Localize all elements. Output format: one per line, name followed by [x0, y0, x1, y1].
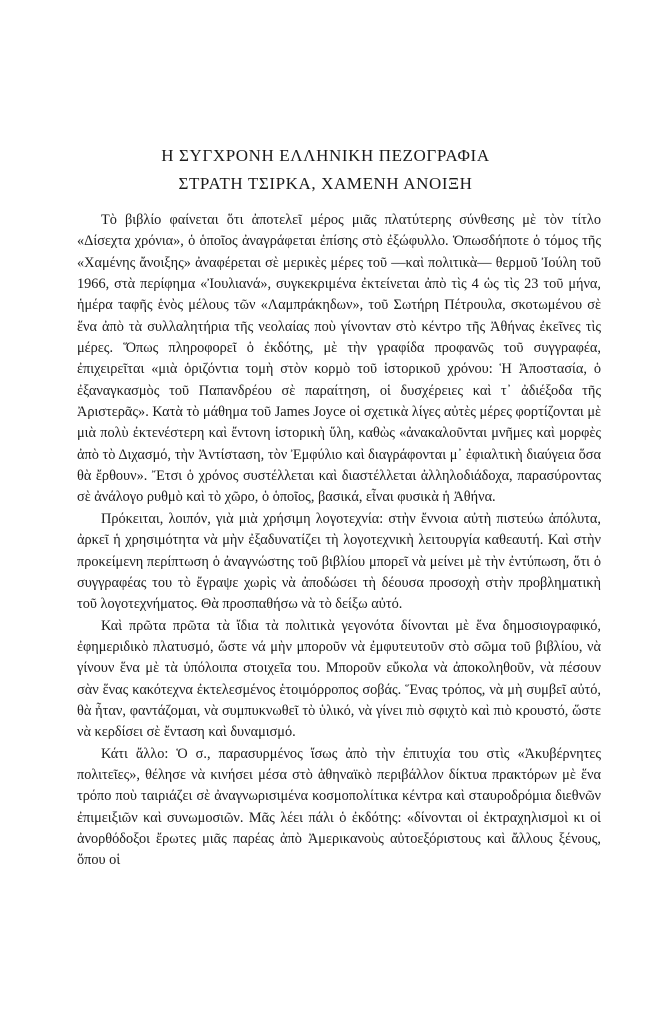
article-heading: [0, 142, 651, 198]
paragraph-3: Καὶ πρῶτα πρῶτα τὰ ἴδια τὰ πολιτικὰ γεγονότα δίνονται μὲ ἕνα δημοσιογραφικό, ἐφημεριδικὸ πλατυσμό, ὥστε νά μὴν μποροῦν νὰ ἐμφυτευτοῦν στὸ σῶμα τοῦ βιβλίου, νὰ γίνουν ἕνα μὲ τὰ ὑπόλοιπα στοιχεῖα του. Μποροῦν εὔκολα νὰ ἀποκοληθοῦν, νὰ πέσουν σὰν ἕνας κακότεχνα ἐκτελεσμένος ἑτοιμόρροπος σοβάς. Ἕνας τρόπος, νὰ μὴ συμβεῖ αὐτό, θὰ ἦταν, φαντάζομαι, νὰ συμπυκνωθεῖ τὸ ὑλικό, νὰ γίνει πιὸ σφιχτὸ καὶ πιὸ κρουστό, ὥστε νὰ κερδίσει σὲ ἔνταση καὶ δυναμισμό.: [77, 617, 601, 741]
paragraph-4: Κάτι ἄλλο: Ὁ σ., παρασυρμένος ἴσως ἀπὸ τὴν ἐπιτυχία του στὶς «Ἀκυβέρνητες πολιτεῖες», θέλησε νὰ κινήσει μέσα στὸ ἀθηναϊκὸ περιβάλλον δίκτυα πρακτόρων μὲ ἕνα τρόπο ποὺ ταιριάζει σὲ ἀναγνωρισιμένα κοσμοπολίτικα κέντρα καὶ σταυροδρόμια διεθνῶν ἐπιμειξιῶν καὶ συνωμοσιῶν. Μᾶς λέει πάλι ὁ ἐκδότης: «δίνονται οἱ ἐκτραχηλισμοὶ κι οἱ ἀνορθόδοξοι ἔρωτες μιᾶς παρέας ἀπὸ Ἀμερικανοὺς αὐτοεξόριστους καὶ ἄλλους ξένους, ὅπου οἱ: [77, 745, 601, 869]
heading-line-2: ΣΤΡΑΤΗ ΤΣΙΡΚΑ, ΧΑΜΕΝΗ ΑΝΟΙΞΗ: [178, 174, 473, 193]
heading-line-1: Η ΣΥΓΧΡΟΝΗ ΕΛΛΗΝΙΚΗ ΠΕΖΟΓΡΑΦΙΑ: [161, 146, 490, 165]
paragraph-1: Τὸ βιβλίο φαίνεται ὅτι ἀποτελεῖ μέρος μιᾶς πλατύτερης σύνθεσης μὲ τὸν τίτλο «Δίσεχτα χρόνια», ὁ ὁποῖος ἀναγράφεται ἐπίσης στὸ ἐξώφυλλο. Ὁπωσδήποτε ὁ τόμος τῆς «Χαμένης ἄνοιξης» ἀναφέρεται σὲ μερικὲς μέρες τοῦ —καὶ πολιτικὰ— θερμοῦ Ἰούλη τοῦ 1966, στὰ περίφημα «Ἰουλιανά», συγκεκριμένα ἐκτείνεται ἀπὸ τὶς 4 ὡς τὶς 23 τοῦ μήνα, ἡμέρα ταφῆς ἑνὸς μέλους τῶν «Λαμπράκηδων», τοῦ Σωτήρη Πέτρουλα, σκοτωμένου σὲ ἕνα ἀπὸ τὰ συλλαλητήρια τῆς νεολαίας ποὺ γίνονταν στὸ κέντρο τῆς Ἀθήνας ἐκεῖνες τὶς μέρες. Ὅπως πληροφορεῖ ὁ ἐκδότης, μὲ τὴν γραφίδα προφανῶς τοῦ συγγραφέα, ἐπιχειρεῖται «μιὰ ὁριζόντια τομὴ στὸν κορμὸ τοῦ ἱστορικοῦ χρόνου: Ἡ Ἀποστασία, ὁ ἐξαναγκασμὸς τοῦ Παπανδρέου σὲ παραίτηση, οἱ δυσχέρειες καὶ τ᾿ ἀδιέξοδα τῆς Ἀριστερᾶς». Κατὰ τὸ μάθημα τοῦ James Joyce οἱ σχετικὰ λίγες αὐτὲς μέρες φορτίζονται μὲ μιὰ πολὺ ἐκτενέστερη καὶ ἔντονη ἱστορικὴ ὕλη, καθὼς «ἀνακαλοῦνται μνῆμες καὶ μορφὲς ἀπὸ τὸ Διχασμό, τὴν Ἀντίσταση, τὸν Ἐμφύλιο καὶ διαγράφονται μ᾿ ἐφιαλτικὴ διαύγεια ὅσα θὰ ἔρθουν». Ἔτσι ὁ χρόνος συστέλλεται καὶ διαστέλλεται ἀλληλοδιάδοχα, παρασύροντας σὲ ἀνάλογο ρυθμὸ καὶ τὸ χῶρο, ὁ ὁποῖος, βασικά, εἶναι φυσικὰ ἡ Ἀθήνα.: [77, 212, 601, 506]
body-text: [77, 210, 601, 872]
paragraph-2: Πρόκειται, λοιπόν, γιὰ μιὰ χρήσιμη λογοτεχνία: στὴν ἔννοια αὐτὴ πιστεύω ἀπόλυτα, ἀρκεῖ ἡ χρησιμότητα νὰ μὴν ἐξαδυνατίζει τὴ λογοτεχνικὴ λειτουργία καθεαυτή. Καὶ στὴν προκείμενη περίπτωση ὁ ἀναγνώστης τοῦ βιβλίου μπορεῖ νὰ μείνει μὲ τὴν ἐντύπωση, ὅτι ὁ συγγραφέας του τὸ ἔγραψε χωρὶς νὰ ἀποδώσει τὴ δέουσα προσοχὴ στὴν προβληματικὴ τοῦ λογοτεχνήματος. Θὰ προσπαθήσω νὰ τὸ δείξω αὐτό.: [77, 510, 601, 613]
